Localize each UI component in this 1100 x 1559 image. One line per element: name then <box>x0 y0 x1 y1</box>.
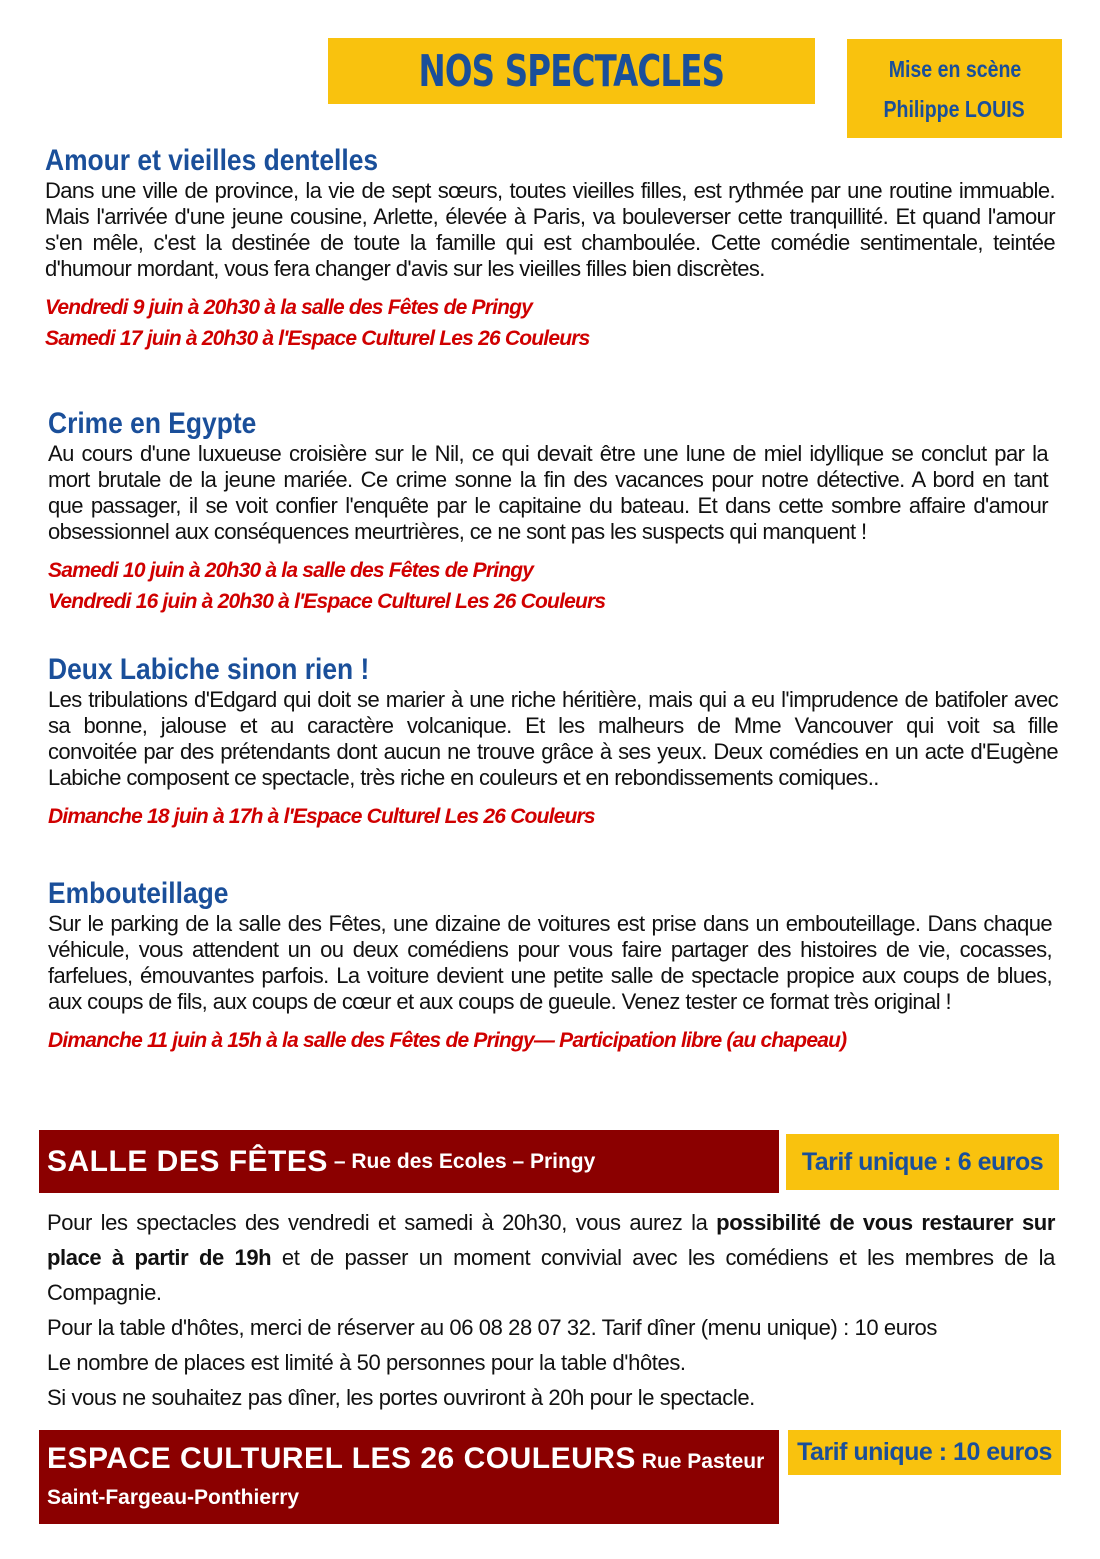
show-date: Dimanche 11 juin à 15h à la salle des Fêtes de Pringy— Participation libre (au chapeau) <box>48 1029 847 1052</box>
description-line: Labiche composent ce spectacle, très riche en couleurs et en rebondissements comiques.. <box>48 765 879 790</box>
info-text: Pour les spectacles des vendredi et samedi à 20h30, vous aurez la <box>47 1210 717 1235</box>
info-portes: Si vous ne souhaitez pas dîner, les portes ouvriront à 20h pour le spectacle. <box>47 1385 755 1410</box>
show-date: Dimanche 18 juin à 17h à l'Espace Culturel Les 26 Couleurs <box>48 805 595 828</box>
show-title: Crime en Egypte <box>48 407 257 440</box>
venue-26-couleurs-bar <box>39 1430 779 1524</box>
show-crime <box>48 407 1048 617</box>
venue-street: Rue Pasteur <box>635 1450 765 1473</box>
info-places: Le nombre de places est limité à 50 personnes pour la table d'hôtes. <box>47 1350 686 1375</box>
show-title: Deux Labiche sinon rien ! <box>48 653 370 686</box>
director-name: Philippe LOUIS <box>883 95 1026 122</box>
venue-info <box>47 1205 1055 1415</box>
description-line: Sur le parking de la salle des Fêtes, une dizaine de voitures est prise dans un embouteillage. Dans chaque <box>48 911 1052 936</box>
venue-name: ESPACE CULTUREL LES 26 COULEURS <box>47 1442 636 1475</box>
description-line: d'humour mordant, vous fera changer d'avis sur les vieilles filles bien discrètes. <box>45 256 765 281</box>
director-label: Mise en scène <box>888 55 1021 82</box>
show-amour <box>45 144 1055 354</box>
show-description <box>48 687 1058 791</box>
description-line: convoitée par des prétendants dont aucun ne trouve grâce à ses yeux. Deux comédies en un acte d'Eugène <box>48 739 1058 764</box>
description-line: Dans une ville de province, la vie de sept sœurs, toutes vieilles filles, est rythmée par une routine immuable. <box>45 178 1055 203</box>
tarif-26-couleurs <box>788 1430 1061 1475</box>
description-line: Mais l'arrivée d'une jeune cousine, Arlette, élevée à Paris, va bouleverser cette tranquillité. Et quand l'amour <box>45 204 1055 229</box>
description-line: aux coups de fils, aux coups de cœur et aux coups de gueule. Venez tester ce format très original ! <box>48 989 952 1014</box>
show-description <box>48 911 1052 1015</box>
show-date: Samedi 17 juin à 20h30 à l'Espace Culturel Les 26 Couleurs <box>45 327 590 350</box>
info-reservation: Pour la table d'hôtes, merci de réserver au 06 08 28 07 32. Tarif dîner (menu unique) : 10 euros <box>47 1315 937 1340</box>
show-title: Embouteillage <box>48 877 229 910</box>
venue-address: – Rue des Ecoles – Pringy <box>333 1149 596 1173</box>
description-line: obsessionnel aux conséquences meurtrières, ce ne sont pas les suspects qui manquent ! <box>48 519 867 544</box>
description-line: farfelues, émouvantes parfois. La voiture devient une petite salle de spectacle propice aux coups de blues, <box>48 963 1052 988</box>
show-date: Vendredi 16 juin à 20h30 à l'Espace Culturel Les 26 Couleurs <box>48 590 606 613</box>
show-embouteillage <box>48 877 1052 1056</box>
tarif-label: Tarif unique : 6 euros <box>801 1147 1044 1176</box>
info-text: et de passer un moment convivial avec les comédiens et les membres de la Compagnie. <box>47 1245 1055 1305</box>
venue-salle-des-fetes-bar <box>39 1130 779 1193</box>
show-date: Samedi 10 juin à 20h30 à la salle des Fêtes de Pringy <box>48 559 534 582</box>
show-labiche <box>48 653 1058 832</box>
show-title: Amour et vieilles dentelles <box>45 144 379 177</box>
venue-city: Saint-Fargeau-Ponthierry <box>47 1486 300 1509</box>
page-title: NOS SPECTACLES <box>418 45 725 97</box>
venue-name: SALLE DES FÊTES <box>47 1144 328 1178</box>
show-description <box>45 178 1055 282</box>
tarif-label: Tarif unique : 10 euros <box>797 1438 1052 1466</box>
description-line: véhicule, vous attendent un ou deux comédiens pour vous faire partager des histoires de vie, cocasses, <box>48 937 1052 962</box>
show-date: Vendredi 9 juin à 20h30 à la salle des Fêtes de Pringy <box>45 296 533 319</box>
page-title-box <box>328 38 815 104</box>
description-line: s'en mêle, c'est la destinée de toute la famille qui est chamboulée. Cette comédie sentimentale, teintée <box>45 230 1055 255</box>
show-description <box>48 441 1048 545</box>
director-box <box>847 39 1062 138</box>
info-highlight: possibilité de vous restaurer sur place à partir de 19h <box>47 1210 1055 1270</box>
description-line: Les tribulations d'Edgard qui doit se marier à une riche héritière, mais qui a eu l'imprudence de batifoler avec <box>48 687 1058 712</box>
description-line: Au cours d'une luxueuse croisière sur le Nil, ce qui devait être une lune de miel idyllique se conclut par la <box>48 441 1048 466</box>
tarif-salle-des-fetes <box>786 1134 1059 1190</box>
info-restauration <box>47 1205 1055 1310</box>
description-line: que passager, il se voit confier l'enquête par le capitaine du bateau. Et dans cette sombre affaire d'amour <box>48 493 1048 518</box>
description-line: sa bonne, jalouse et au caractère volcanique. Et les malheurs de Mme Vancouver qui voit sa fille <box>48 713 1058 738</box>
description-line: mort brutale de la jeune mariée. Ce crime sonne la fin des vacances pour notre détective. A bord en tant <box>48 467 1048 492</box>
